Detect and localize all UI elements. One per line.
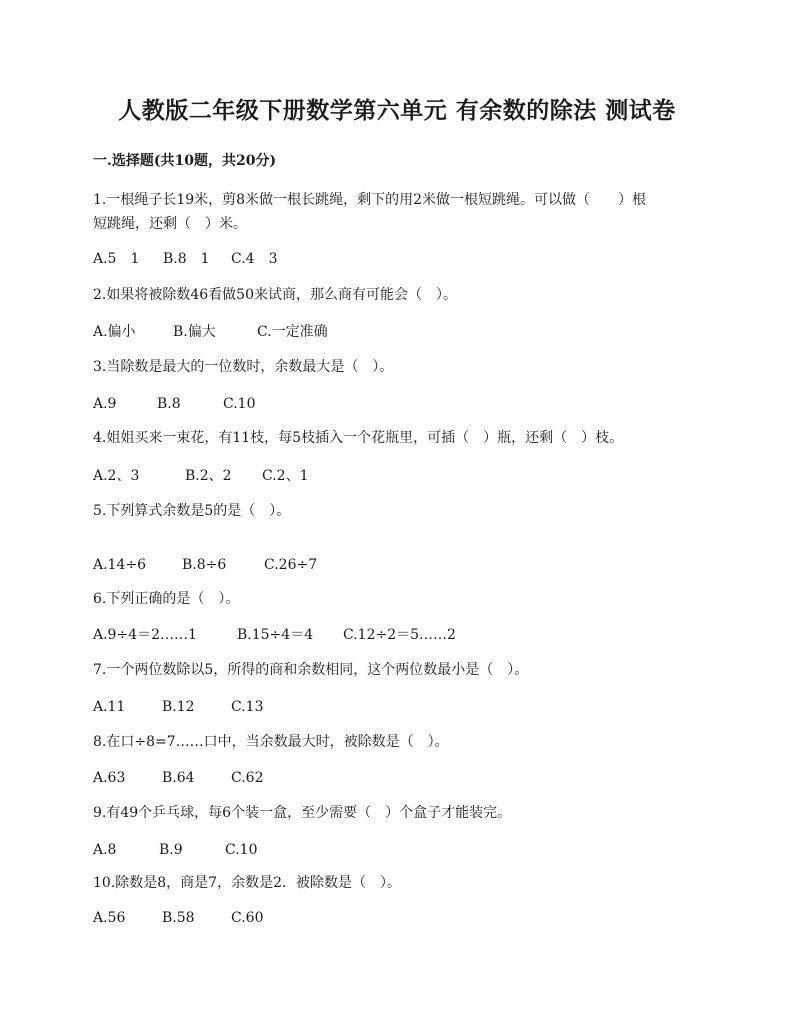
- question-8: 8.在口÷8=7……口中，当余数最大时，被除数是（ ）。: [93, 734, 449, 750]
- question-5: 5.下列算式余数是5的是（ ）。: [93, 503, 291, 519]
- option-b: B.2、2: [185, 468, 232, 484]
- option-a: A.偏小: [93, 324, 136, 340]
- question-6: 6.下列正确的是（ ）。: [93, 591, 240, 607]
- options-1: [93, 247, 277, 271]
- option-c: C.2、1: [262, 468, 309, 484]
- option-c: C.10: [223, 396, 256, 412]
- option-a: A.56: [93, 910, 126, 926]
- option-a: A.11: [93, 699, 126, 715]
- question-9: 9.有49个乒乓球，每6个装一盒，至少需要（ ）个盒子才能装完。: [93, 805, 512, 821]
- page-title: 人教版二年级下册数学第六单元 有余数的除法 测试卷: [118, 97, 676, 124]
- option-c: C.12÷2＝5……2: [343, 627, 456, 643]
- option-a: A.2、3: [93, 468, 140, 484]
- options-8: [93, 766, 263, 790]
- option-a: A.9÷4＝2……1: [93, 627, 197, 643]
- options-4: [93, 464, 308, 488]
- option-b: B.9: [159, 842, 183, 858]
- question-7: 7.一个两位数除以5，所得的商和余数相同，这个两位数最小是（ ）。: [93, 662, 529, 678]
- question-2: 2.如果将被除数46看做50来试商，那么商有可能会（ ）。: [93, 287, 457, 303]
- question-1: 1.一根绳子长19米，剪8米做一根长跳绳，剩下的用2米做一根短跳绳。可以做（ ）根短跳绳，还剩（ ）米。: [93, 192, 646, 232]
- section-heading: 一.选择题(共10题，共20分): [93, 153, 277, 169]
- option-a: A.63: [93, 770, 126, 786]
- option-a: A.14÷6: [93, 557, 147, 573]
- option-c: C.60: [231, 910, 264, 926]
- option-b: B.64: [162, 770, 195, 786]
- options-7: [93, 695, 263, 719]
- options-6: [93, 623, 456, 647]
- option-b: B.12: [162, 699, 195, 715]
- question-4: 4.姐姐买来一束花，有11枝，每5枝插入一个花瓶里，可插（ ）瓶，还剩（ ）枝。: [93, 430, 624, 446]
- option-b: B.偏大: [173, 324, 216, 340]
- option-c: C.4 3: [231, 251, 278, 267]
- option-b: B.8÷6: [182, 557, 227, 573]
- option-c: C.26÷7: [264, 557, 318, 573]
- option-b: B.8 1: [163, 251, 210, 267]
- options-9: [93, 838, 257, 862]
- options-2: [93, 320, 328, 344]
- option-b: B.15÷4＝4: [237, 627, 314, 643]
- option-c: C.10: [225, 842, 258, 858]
- option-a: A.8: [93, 842, 117, 858]
- question-10: 10.除数是8，商是7，余数是2．被除数是（ ）。: [93, 875, 401, 891]
- option-b: B.58: [162, 910, 195, 926]
- option-a: A.5 1: [93, 251, 140, 267]
- options-5: [93, 553, 317, 577]
- option-b: B.8: [157, 396, 181, 412]
- option-a: A.9: [93, 396, 117, 412]
- option-c: C.13: [231, 699, 264, 715]
- options-3: [93, 392, 255, 416]
- question-3: 3.当除数是最大的一位数时，余数最大是（ ）。: [93, 359, 394, 375]
- options-10: [93, 906, 263, 930]
- option-c: C.62: [231, 770, 264, 786]
- option-c: C.一定准确: [257, 324, 328, 340]
